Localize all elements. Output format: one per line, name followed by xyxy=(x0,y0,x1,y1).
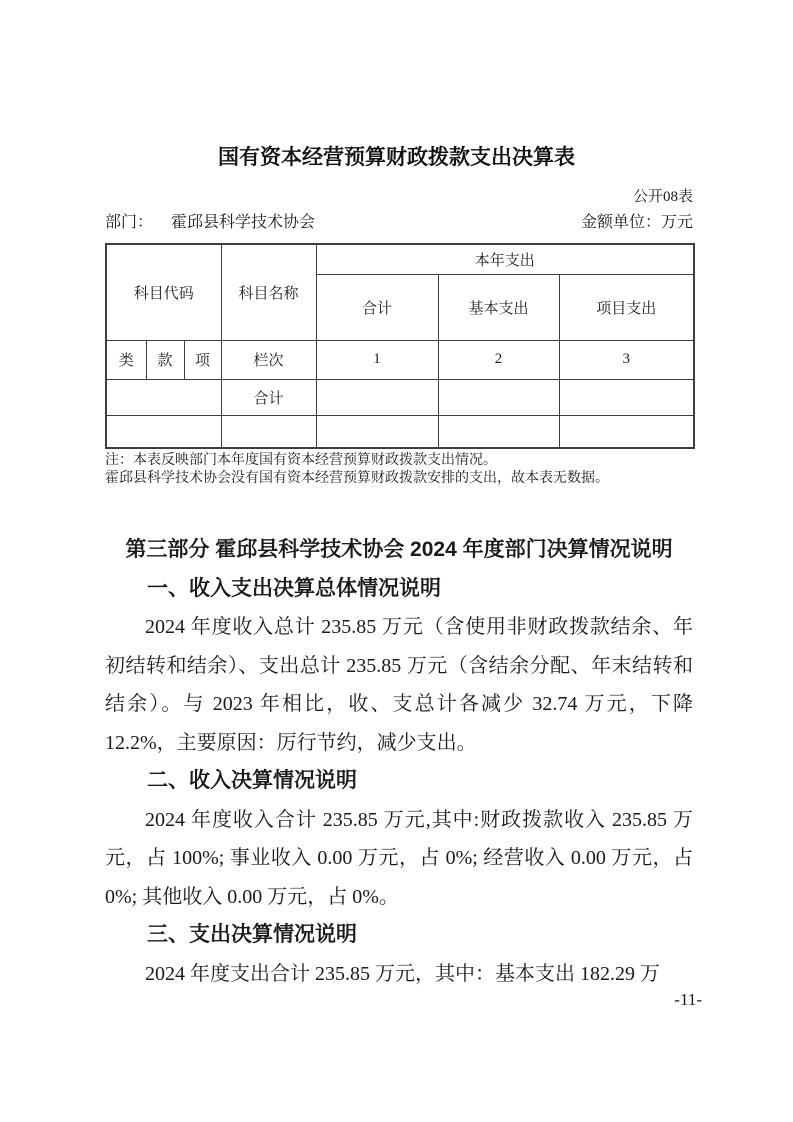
budget-table xyxy=(105,243,695,449)
table-notes xyxy=(105,452,705,487)
table-row xyxy=(106,340,694,379)
narrative-section xyxy=(105,531,693,993)
empty-row-project-cell xyxy=(559,415,694,448)
table-row xyxy=(106,379,694,415)
table-row xyxy=(106,244,694,274)
total-row-name-cell: 合计 xyxy=(221,379,316,415)
section-2-paragraph: 2024 年度收入合计 235.85 万元,其中:财政拨款收入 235.85 万元，占 100%; 事业收入 0.00 万元，占 0%; 经营收入 0.00 万元，占 0%; 其他收入 0.00 万元，占 0%。 xyxy=(105,808,693,908)
header-basic-expenditure: 基本支出 xyxy=(438,274,559,340)
empty-row-total-cell xyxy=(316,415,438,448)
section-3-paragraph: 2024 年度支出合计 235.85 万元，其中：基本支出 182.29 万 xyxy=(145,962,660,985)
note-line-2: 霍邱县科学技术协会没有国有资本经营预算财政拨款安排的支出，故本表无数据。 xyxy=(105,470,609,486)
department-value: 霍邱县科学技术协会 xyxy=(171,214,316,231)
amount-unit-label: 金额单位：万元 xyxy=(580,214,693,231)
column-index-1: 1 xyxy=(316,340,438,379)
empty-row-code-cell xyxy=(106,415,221,448)
section-1-paragraph: 2024 年度收入总计 235.85 万元（含使用非财政拨款结余、年初结转和结余）、支出总计 235.85 万元（含结余分配、年末结转和结余）。与 2023 年相比，收、支总计各减少 32.74 万元，下降 12.2%，主要原因：厉行节约，减少支出。 xyxy=(105,616,693,754)
code-category-cell: 类 xyxy=(106,340,146,379)
header-total: 合计 xyxy=(316,274,438,340)
code-clause-cell: 款 xyxy=(146,340,184,379)
part-three-heading: 第三部分 霍邱县科学技术协会 2024 年度部门决算情况说明 xyxy=(125,538,673,561)
department-line xyxy=(105,213,315,233)
table-row xyxy=(106,415,694,448)
code-item-cell: 项 xyxy=(184,340,221,379)
column-index-2: 2 xyxy=(438,340,559,379)
total-row-total-cell xyxy=(316,379,438,415)
column-index-label: 栏次 xyxy=(221,340,316,379)
section-2-heading: 二、收入决算情况说明 xyxy=(147,769,357,792)
header-subject-code: 科目代码 xyxy=(106,244,221,340)
empty-row-name-cell xyxy=(221,415,316,448)
column-index-3: 3 xyxy=(559,340,694,379)
section-3-heading: 三、支出决算情况说明 xyxy=(147,923,357,946)
form-code-label: 公开08表 xyxy=(632,189,693,205)
department-label: 部门： xyxy=(105,214,154,231)
note-line-1: 注：本表反映部门本年度国有资本经营预算财政拨款支出情况。 xyxy=(105,453,497,468)
document-title: 国有资本经营预算财政拨款支出决算表 xyxy=(218,146,575,169)
total-row-basic-cell xyxy=(438,379,559,415)
empty-row-basic-cell xyxy=(438,415,559,448)
header-year-expenditure: 本年支出 xyxy=(316,244,694,274)
table-meta-row xyxy=(105,213,693,233)
section-1-heading: 一、收入支出决算总体情况说明 xyxy=(147,576,441,600)
header-project-expenditure: 项目支出 xyxy=(559,274,694,340)
page-number: -11- xyxy=(674,990,702,1009)
header-subject-name: 科目名称 xyxy=(221,244,316,340)
total-row-project-cell xyxy=(559,379,694,415)
total-row-code-cell xyxy=(106,379,221,415)
